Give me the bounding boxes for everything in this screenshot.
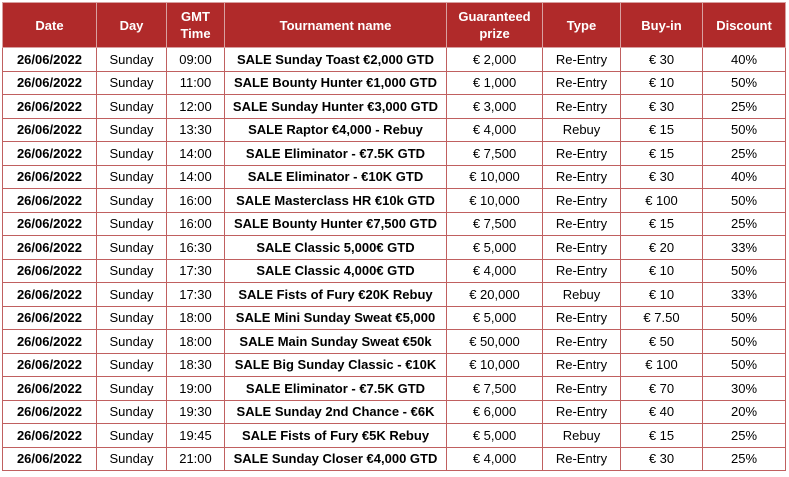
cell-type: Rebuy	[543, 424, 621, 448]
cell-type: Rebuy	[543, 283, 621, 307]
table-row	[3, 118, 786, 142]
cell-buy-in: € 15	[621, 118, 703, 142]
cell-buy-in: € 10	[621, 283, 703, 307]
cell-type: Re-Entry	[543, 306, 621, 330]
cell-discount: 30%	[703, 377, 786, 401]
cell-date: 26/06/2022	[3, 447, 97, 471]
cell-type: Re-Entry	[543, 95, 621, 119]
cell-buy-in: € 100	[621, 189, 703, 213]
table-row	[3, 95, 786, 119]
table-row	[3, 400, 786, 424]
cell-discount: 40%	[703, 165, 786, 189]
cell-tournament-name: SALE Sunday Hunter €3,000 GTD	[225, 95, 447, 119]
header-guaranteed-prize	[447, 3, 543, 48]
table-row	[3, 377, 786, 401]
cell-gmt-time: 17:30	[167, 259, 225, 283]
cell-tournament-name: SALE Fists of Fury €20K Rebuy	[225, 283, 447, 307]
cell-discount: 50%	[703, 118, 786, 142]
cell-buy-in: € 15	[621, 142, 703, 166]
cell-day: Sunday	[97, 306, 167, 330]
cell-guaranteed-prize: € 4,000	[447, 118, 543, 142]
cell-tournament-name: SALE Classic 5,000€ GTD	[225, 236, 447, 260]
cell-guaranteed-prize: € 6,000	[447, 400, 543, 424]
table-row	[3, 330, 786, 354]
cell-gmt-time: 12:00	[167, 95, 225, 119]
cell-type: Re-Entry	[543, 189, 621, 213]
table-row	[3, 424, 786, 448]
cell-buy-in: € 30	[621, 447, 703, 471]
cell-day: Sunday	[97, 353, 167, 377]
cell-guaranteed-prize: € 5,000	[447, 236, 543, 260]
cell-gmt-time: 21:00	[167, 447, 225, 471]
table-row	[3, 306, 786, 330]
cell-gmt-time: 11:00	[167, 71, 225, 95]
header-buy-in: Buy-in	[621, 3, 703, 48]
cell-gmt-time: 18:30	[167, 353, 225, 377]
cell-tournament-name: SALE Classic 4,000€ GTD	[225, 259, 447, 283]
cell-guaranteed-prize: € 7,500	[447, 377, 543, 401]
header-day: Day	[97, 3, 167, 48]
cell-date: 26/06/2022	[3, 353, 97, 377]
cell-discount: 50%	[703, 353, 786, 377]
cell-type: Re-Entry	[543, 259, 621, 283]
cell-discount: 25%	[703, 212, 786, 236]
cell-buy-in: € 30	[621, 48, 703, 72]
cell-day: Sunday	[97, 377, 167, 401]
cell-gmt-time: 16:00	[167, 189, 225, 213]
cell-gmt-time: 16:30	[167, 236, 225, 260]
cell-date: 26/06/2022	[3, 189, 97, 213]
table-row	[3, 447, 786, 471]
header-gmt-time	[167, 3, 225, 48]
cell-day: Sunday	[97, 95, 167, 119]
cell-guaranteed-prize: € 3,000	[447, 95, 543, 119]
cell-date: 26/06/2022	[3, 165, 97, 189]
cell-type: Re-Entry	[543, 142, 621, 166]
cell-day: Sunday	[97, 165, 167, 189]
cell-date: 26/06/2022	[3, 236, 97, 260]
cell-discount: 25%	[703, 142, 786, 166]
table-row	[3, 189, 786, 213]
cell-day: Sunday	[97, 189, 167, 213]
cell-tournament-name: SALE Eliminator - €10K GTD	[225, 165, 447, 189]
cell-buy-in: € 15	[621, 424, 703, 448]
table-row	[3, 236, 786, 260]
cell-date: 26/06/2022	[3, 48, 97, 72]
cell-date: 26/06/2022	[3, 118, 97, 142]
cell-type: Re-Entry	[543, 165, 621, 189]
cell-tournament-name: SALE Raptor €4,000 - Rebuy	[225, 118, 447, 142]
table-row	[3, 353, 786, 377]
header-date: Date	[3, 3, 97, 48]
cell-type: Re-Entry	[543, 447, 621, 471]
cell-guaranteed-prize: € 10,000	[447, 165, 543, 189]
cell-discount: 25%	[703, 447, 786, 471]
cell-date: 26/06/2022	[3, 306, 97, 330]
cell-buy-in: € 30	[621, 165, 703, 189]
cell-discount: 20%	[703, 400, 786, 424]
cell-gmt-time: 16:00	[167, 212, 225, 236]
cell-buy-in: € 40	[621, 400, 703, 424]
cell-buy-in: € 7.50	[621, 306, 703, 330]
cell-date: 26/06/2022	[3, 377, 97, 401]
cell-gmt-time: 14:00	[167, 142, 225, 166]
cell-discount: 40%	[703, 48, 786, 72]
cell-buy-in: € 20	[621, 236, 703, 260]
cell-type: Re-Entry	[543, 353, 621, 377]
cell-type: Rebuy	[543, 118, 621, 142]
cell-gmt-time: 18:00	[167, 330, 225, 354]
cell-day: Sunday	[97, 330, 167, 354]
header-type: Type	[543, 3, 621, 48]
table-row	[3, 165, 786, 189]
cell-tournament-name: SALE Main Sunday Sweat €50k	[225, 330, 447, 354]
header-gmt-time-line2: Time	[180, 26, 211, 41]
cell-guaranteed-prize: € 20,000	[447, 283, 543, 307]
cell-guaranteed-prize: € 4,000	[447, 259, 543, 283]
table-row	[3, 259, 786, 283]
cell-buy-in: € 70	[621, 377, 703, 401]
cell-discount: 50%	[703, 259, 786, 283]
cell-date: 26/06/2022	[3, 71, 97, 95]
cell-date: 26/06/2022	[3, 330, 97, 354]
cell-buy-in: € 30	[621, 95, 703, 119]
cell-type: Re-Entry	[543, 71, 621, 95]
cell-tournament-name: SALE Sunday Closer €4,000 GTD	[225, 447, 447, 471]
cell-date: 26/06/2022	[3, 142, 97, 166]
cell-tournament-name: SALE Fists of Fury €5K Rebuy	[225, 424, 447, 448]
cell-tournament-name: SALE Sunday 2nd Chance - €6K	[225, 400, 447, 424]
cell-day: Sunday	[97, 212, 167, 236]
cell-gmt-time: 19:00	[167, 377, 225, 401]
cell-gmt-time: 13:30	[167, 118, 225, 142]
cell-day: Sunday	[97, 71, 167, 95]
cell-gmt-time: 09:00	[167, 48, 225, 72]
table-row	[3, 142, 786, 166]
cell-type: Re-Entry	[543, 400, 621, 424]
cell-type: Re-Entry	[543, 330, 621, 354]
cell-gmt-time: 14:00	[167, 165, 225, 189]
cell-guaranteed-prize: € 7,500	[447, 212, 543, 236]
cell-gmt-time: 18:00	[167, 306, 225, 330]
cell-day: Sunday	[97, 118, 167, 142]
cell-discount: 25%	[703, 95, 786, 119]
cell-buy-in: € 15	[621, 212, 703, 236]
cell-tournament-name: SALE Bounty Hunter €7,500 GTD	[225, 212, 447, 236]
cell-gmt-time: 17:30	[167, 283, 225, 307]
cell-day: Sunday	[97, 142, 167, 166]
table-row	[3, 71, 786, 95]
header-row	[3, 3, 786, 48]
header-prize-line2: prize	[479, 26, 510, 41]
cell-day: Sunday	[97, 48, 167, 72]
cell-guaranteed-prize: € 10,000	[447, 189, 543, 213]
cell-guaranteed-prize: € 50,000	[447, 330, 543, 354]
table-row	[3, 48, 786, 72]
cell-discount: 50%	[703, 330, 786, 354]
cell-type: Re-Entry	[543, 48, 621, 72]
cell-guaranteed-prize: € 4,000	[447, 447, 543, 471]
cell-day: Sunday	[97, 259, 167, 283]
header-prize-line1: Guaranteed	[458, 9, 531, 24]
tournament-schedule	[2, 2, 785, 471]
table-row	[3, 283, 786, 307]
cell-guaranteed-prize: € 5,000	[447, 424, 543, 448]
cell-discount: 25%	[703, 424, 786, 448]
cell-guaranteed-prize: € 5,000	[447, 306, 543, 330]
cell-buy-in: € 100	[621, 353, 703, 377]
cell-date: 26/06/2022	[3, 259, 97, 283]
cell-discount: 33%	[703, 283, 786, 307]
cell-day: Sunday	[97, 424, 167, 448]
tournament-table	[2, 2, 786, 471]
cell-tournament-name: SALE Masterclass HR €10k GTD	[225, 189, 447, 213]
table-row	[3, 212, 786, 236]
cell-day: Sunday	[97, 283, 167, 307]
cell-date: 26/06/2022	[3, 95, 97, 119]
header-gmt-time-line1: GMT	[181, 9, 210, 24]
cell-discount: 50%	[703, 71, 786, 95]
cell-gmt-time: 19:30	[167, 400, 225, 424]
header-discount: Discount	[703, 3, 786, 48]
header-tournament-name: Tournament name	[225, 3, 447, 48]
cell-guaranteed-prize: € 7,500	[447, 142, 543, 166]
cell-discount: 50%	[703, 306, 786, 330]
cell-tournament-name: SALE Mini Sunday Sweat €5,000	[225, 306, 447, 330]
cell-buy-in: € 10	[621, 71, 703, 95]
cell-type: Re-Entry	[543, 377, 621, 401]
cell-date: 26/06/2022	[3, 400, 97, 424]
cell-date: 26/06/2022	[3, 424, 97, 448]
cell-tournament-name: SALE Sunday Toast €2,000 GTD	[225, 48, 447, 72]
table-body	[3, 48, 786, 471]
cell-type: Re-Entry	[543, 236, 621, 260]
cell-date: 26/06/2022	[3, 283, 97, 307]
cell-tournament-name: SALE Bounty Hunter €1,000 GTD	[225, 71, 447, 95]
cell-guaranteed-prize: € 10,000	[447, 353, 543, 377]
cell-guaranteed-prize: € 2,000	[447, 48, 543, 72]
cell-buy-in: € 50	[621, 330, 703, 354]
cell-gmt-time: 19:45	[167, 424, 225, 448]
cell-day: Sunday	[97, 447, 167, 471]
cell-tournament-name: SALE Big Sunday Classic - €10K	[225, 353, 447, 377]
cell-discount: 50%	[703, 189, 786, 213]
cell-tournament-name: SALE Eliminator - €7.5K GTD	[225, 377, 447, 401]
cell-guaranteed-prize: € 1,000	[447, 71, 543, 95]
cell-discount: 33%	[703, 236, 786, 260]
cell-type: Re-Entry	[543, 212, 621, 236]
cell-day: Sunday	[97, 400, 167, 424]
cell-buy-in: € 10	[621, 259, 703, 283]
cell-day: Sunday	[97, 236, 167, 260]
cell-date: 26/06/2022	[3, 212, 97, 236]
cell-tournament-name: SALE Eliminator - €7.5K GTD	[225, 142, 447, 166]
